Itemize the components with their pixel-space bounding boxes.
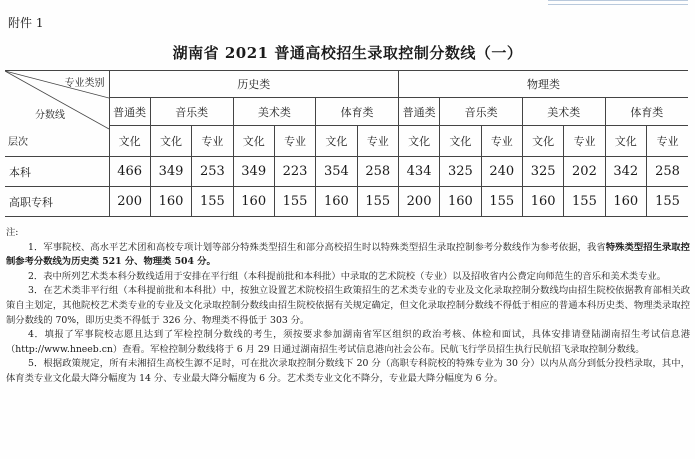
score-type-header: 文化 <box>150 126 191 157</box>
score-cell: 155 <box>646 187 688 217</box>
score-type-header: 文化 <box>522 126 563 157</box>
score-cell: 160 <box>150 187 191 217</box>
note-4: 4．填报了军事院校志愿且达到了军检控制分数线的考生，须按要求参加湖南省军区组织的政治考核、体检和面试，具体安排请登陆湖南招生考试信息港（http://www.hneeb.cn）查看。军检控制分数线将于 6 月 29 日通过湖南招生考试信息港向社会公布。民航飞行学员招生执行民航招飞录取控制分数线。 <box>6 329 690 355</box>
group-physics: 物理类 <box>398 71 688 98</box>
notes-heading: 注: <box>6 227 19 238</box>
score-cell: 349 <box>233 157 274 187</box>
score-cell: 160 <box>522 187 563 217</box>
note-3: 3．在艺术类非平行组（本科提前批和本科批）中，按独立设置艺术院校招生政策招生的艺术类专业的专业及文化录取控制分数线均由招生院校依据教育部相关政策自主划定，其他院校艺术类专业的专业及文化录取控制分数线由招生院校依据有关规定确定，但文化录取控制分数线不得低于相应的普通本科历史类、物理类录取控制分数线的 70%，即历史类不得低于 326 分、物理类不得低于 303 分。 <box>6 285 690 326</box>
note-1 <box>6 241 690 270</box>
score-cell: 160 <box>233 187 274 217</box>
score-cell: 200 <box>398 187 439 217</box>
note-1-emphasis: 特殊类型招生录取控制参考分数线为历史类 521 分、物理类 504 分。 <box>6 241 690 268</box>
score-type-header: 文化 <box>440 126 481 157</box>
note-5 <box>6 357 690 386</box>
subject-header: 美术类 <box>233 98 316 126</box>
score-cell: 258 <box>646 157 688 187</box>
score-type-header: 文化 <box>398 126 439 157</box>
score-cell: 258 <box>357 157 398 187</box>
score-type-header: 专业 <box>274 126 315 157</box>
score-cell: 325 <box>440 157 481 187</box>
score-type-header: 专业 <box>481 126 522 157</box>
attachment-label: 附件 1 <box>8 16 44 30</box>
subject-header: 普通类 <box>398 98 439 126</box>
page-title: 湖南省 2021 普通高校招生录取控制分数线（一） <box>172 44 523 62</box>
page-top-border <box>548 0 688 5</box>
score-cell: 466 <box>109 157 150 187</box>
header-row-groups <box>5 71 688 98</box>
table-row <box>5 157 688 187</box>
row-level-label: 高职专科 <box>5 187 109 217</box>
corner-header-cell <box>5 71 109 157</box>
score-cell: 349 <box>150 157 191 187</box>
group-history: 历史类 <box>109 71 398 98</box>
score-cell: 202 <box>564 157 605 187</box>
score-cell: 160 <box>605 187 646 217</box>
score-cell: 160 <box>440 187 481 217</box>
note-5-text: 5．根据政策规定，所有未湘招生高校生源不足时，可在批次录取控制分数线下 20 分（高职专科院校的特殊专业为 30 分）以内从高分到低分投档录取，其中，体育类专业文化最大降分幅度为 14 分、专业最大降分幅度为 6 分。 <box>6 358 690 384</box>
note-1-text: 1．军事院校、高水平艺术团和高校专项计划等部分特殊类型招生和部分高校招生时以特殊类型招生录取控制参考分数线作为参考依据，我省 <box>28 241 606 253</box>
score-cell: 240 <box>481 157 522 187</box>
score-cell: 223 <box>274 157 315 187</box>
subject-header: 音乐类 <box>150 98 233 126</box>
score-type-header: 专业 <box>357 126 398 157</box>
note-2: 2．表中所列艺术类本科分数线适用于安排在平行组（本科提前批和本科批）中录取的艺术院校（专业）以及招收省内公费定向师范生的音乐和美术类专业。 <box>28 270 667 282</box>
subject-header: 美术类 <box>522 98 605 126</box>
score-table <box>5 70 688 217</box>
score-cell: 155 <box>192 187 233 217</box>
score-cell: 342 <box>605 157 646 187</box>
subject-header: 体育类 <box>316 98 399 126</box>
score-type-header: 文化 <box>109 126 150 157</box>
score-cell: 155 <box>357 187 398 217</box>
corner-label-score: 分数线 <box>35 110 65 121</box>
score-cell: 155 <box>481 187 522 217</box>
score-cell: 155 <box>274 187 315 217</box>
score-type-header: 专业 <box>564 126 605 157</box>
score-type-header: 文化 <box>605 126 646 157</box>
score-cell: 325 <box>522 157 563 187</box>
score-type-header: 文化 <box>233 126 274 157</box>
score-cell: 434 <box>398 157 439 187</box>
score-type-header: 专业 <box>646 126 688 157</box>
score-cell: 354 <box>316 157 357 187</box>
score-type-header: 文化 <box>316 126 357 157</box>
score-cell: 155 <box>564 187 605 217</box>
corner-label-level: 层次 <box>8 137 28 148</box>
notes-section <box>6 226 690 387</box>
note-5-text-tail: 艺术类专业文化不降分，专业最大降分幅度为 6 分。 <box>286 372 503 384</box>
subject-header: 音乐类 <box>440 98 523 126</box>
table-row <box>5 187 688 217</box>
score-cell: 253 <box>192 157 233 187</box>
row-level-label: 本科 <box>5 157 109 187</box>
subject-header: 普通类 <box>109 98 150 126</box>
corner-label-category: 专业类别 <box>64 78 105 89</box>
score-cell: 200 <box>109 187 150 217</box>
score-type-header: 专业 <box>192 126 233 157</box>
score-cell: 160 <box>316 187 357 217</box>
subject-header: 体育类 <box>605 98 688 126</box>
